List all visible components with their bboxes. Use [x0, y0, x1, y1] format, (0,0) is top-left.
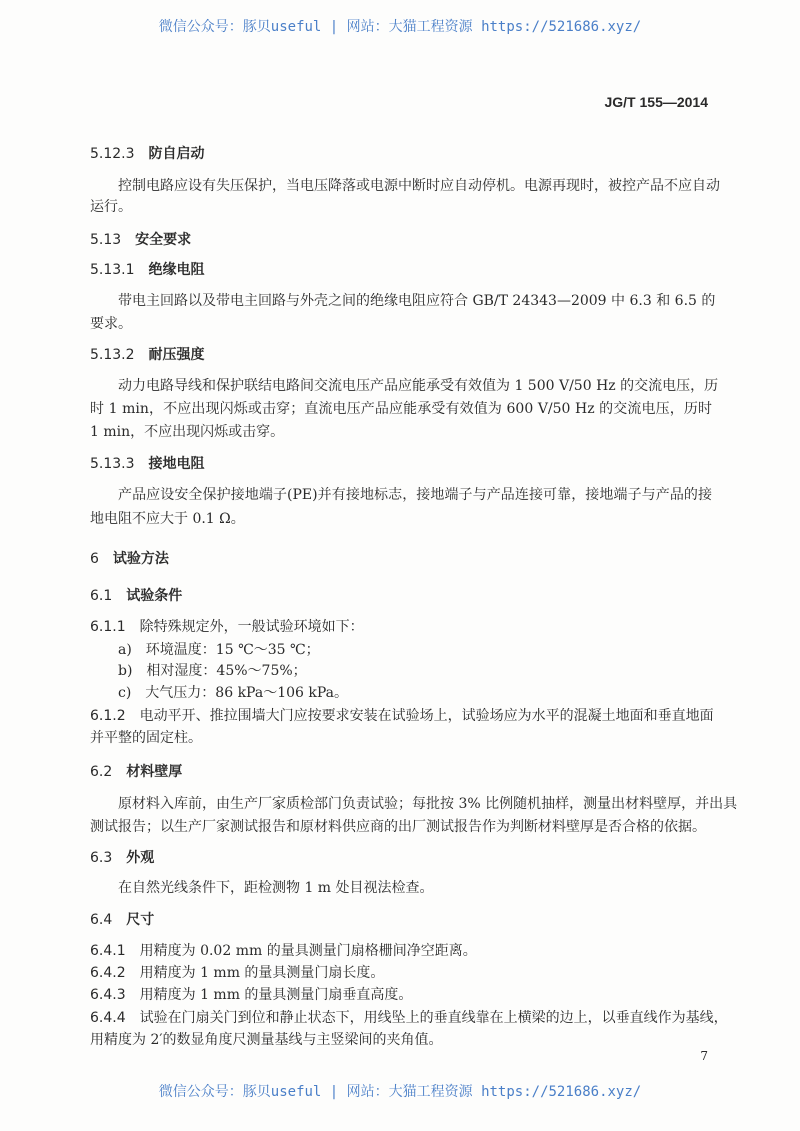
section-title: 外观: [126, 850, 155, 866]
paragraph-line: 并平整的固定柱。: [90, 730, 202, 746]
clause-6-1-2: [90, 707, 712, 725]
section-number: 6.4.2: [90, 965, 126, 981]
section-number: 6.4: [90, 912, 113, 928]
heading-6-4: [90, 911, 712, 929]
paragraph-line: 地电阻不应大于 0.1 Ω。: [90, 511, 245, 527]
section-title: 材料壁厚: [126, 764, 183, 780]
paragraph-line: 带电主回路以及带电主回路与外壳之间的绝缘电阻应符合 GB/T 24343—2009 中 6.3 和 6.5 的: [118, 293, 716, 309]
list-item: c) 大气压力：86 kPa～106 kPa。: [118, 685, 348, 701]
section-number: 5.13.2: [90, 347, 135, 363]
section-number: 5.13.1: [90, 262, 135, 278]
paragraph-line: 原材料入库前，由生产厂家质检部门负责试验；每批按 3% 比例随机抽样，测量出材料壁厚，并出具: [118, 796, 738, 812]
clause-6-4-2: [90, 964, 712, 982]
section-title: 安全要求: [135, 232, 192, 248]
clause-6-4-3: [90, 986, 712, 1004]
section-number: 6.2: [90, 764, 113, 780]
heading-5-13-2: [90, 346, 712, 364]
watermark-top: 微信公众号：豚贝useful | 网站：大猫工程资源 https://521686.xyz/: [158, 19, 642, 35]
clause-6-4-4: [90, 1009, 728, 1027]
section-number: 6.1.2: [90, 708, 126, 724]
section-number: 6.1: [90, 588, 113, 604]
section-number: 6: [90, 551, 99, 567]
heading-6-3: [90, 849, 712, 867]
paragraph-line: 产品应设安全保护接地端子(PE)并有接地标志，接地端子与产品连接可靠，接地端子与产品的接: [118, 487, 712, 503]
heading-6-2: [90, 763, 712, 781]
paragraph-line: 要求。: [90, 316, 132, 332]
paragraph-line: 运行。: [90, 199, 132, 215]
section-number: 6.1.1: [90, 619, 126, 635]
clause-6-1-1: [90, 618, 712, 636]
section-number: 6.4.4: [90, 1010, 126, 1026]
heading-5-13-1: [90, 261, 712, 279]
clause-text: 用精度为 1 mm 的量具测量门扇长度。: [139, 965, 385, 981]
clause-text: 用精度为 1 mm 的量具测量门扇垂直高度。: [139, 987, 413, 1003]
section-title: 尺寸: [126, 912, 155, 928]
section-title: 试验方法: [112, 551, 169, 567]
paragraph-line: 在自然光线条件下，距检测物 1 m 处目视法检查。: [118, 880, 434, 896]
section-title: 绝缘电阻: [148, 262, 205, 278]
section-number: 6.3: [90, 850, 113, 866]
clause-text: 除特殊规定外，一般试验环境如下：: [139, 619, 364, 635]
heading-6: [90, 550, 712, 568]
clause-text: 用精度为 0.02 mm 的量具测量门扇格栅间净空距离。: [139, 943, 477, 959]
clause-text: 试验在门扇关门到位和静止状态下，用线坠上的垂直线靠在上横梁的边上，以垂直线作为基线，: [139, 1010, 728, 1026]
paragraph-line: 时 1 min，不应出现闪烁或击穿；直流电压产品应能承受有效值为 600 V/50 Hz 的交流电压，历时: [90, 401, 712, 417]
standard-number: JG/T 155—2014: [604, 94, 708, 110]
heading-5-12-3: [90, 145, 712, 163]
section-number: 6.4.1: [90, 943, 126, 959]
list-item: b) 相对湿度：45%～75%；: [118, 663, 307, 679]
list-item: a) 环境温度：15 ℃～35 ℃；: [118, 642, 320, 658]
paragraph-line: 控制电路应设有失压保护，当电压降落或电源中断时应自动停机。电源再现时，被控产品不应自动: [118, 178, 720, 194]
section-number: 6.4.3: [90, 987, 126, 1003]
section-number: 5.12.3: [90, 146, 135, 162]
clause-6-4-1: [90, 942, 712, 960]
paragraph-line: 测试报告；以生产厂家测试报告和原材料供应商的出厂测试报告作为判断材料壁厚是否合格的依据。: [90, 819, 706, 835]
section-number: 5.13: [90, 232, 122, 248]
clause-text: 电动平开、推拉围墙大门应按要求安装在试验场上，试验场应为水平的混凝土地面和垂直地面: [139, 708, 714, 724]
section-title: 防自启动: [148, 146, 205, 162]
section-title: 耐压强度: [148, 347, 205, 363]
section-title: 试验条件: [126, 588, 183, 604]
page-number: 7: [700, 1049, 708, 1063]
watermark-bottom: 微信公众号：豚贝useful | 网站：大猫工程资源 https://521686.xyz/: [158, 1084, 642, 1100]
paragraph-line: 1 min，不应出现闪烁或击穿。: [90, 424, 285, 440]
heading-5-13: [90, 231, 712, 249]
paragraph-line: 动力电路导线和保护联结电路间交流电压产品应能承受有效值为 1 500 V/50 Hz 的交流电压，历: [118, 378, 719, 394]
section-title: 接地电阻: [148, 456, 205, 472]
section-number: 5.13.3: [90, 456, 135, 472]
heading-5-13-3: [90, 455, 712, 473]
heading-6-1: [90, 587, 712, 605]
paragraph-line: 用精度为 2′的数显角度尺测量基线与主竖梁间的夹角值。: [90, 1032, 443, 1048]
